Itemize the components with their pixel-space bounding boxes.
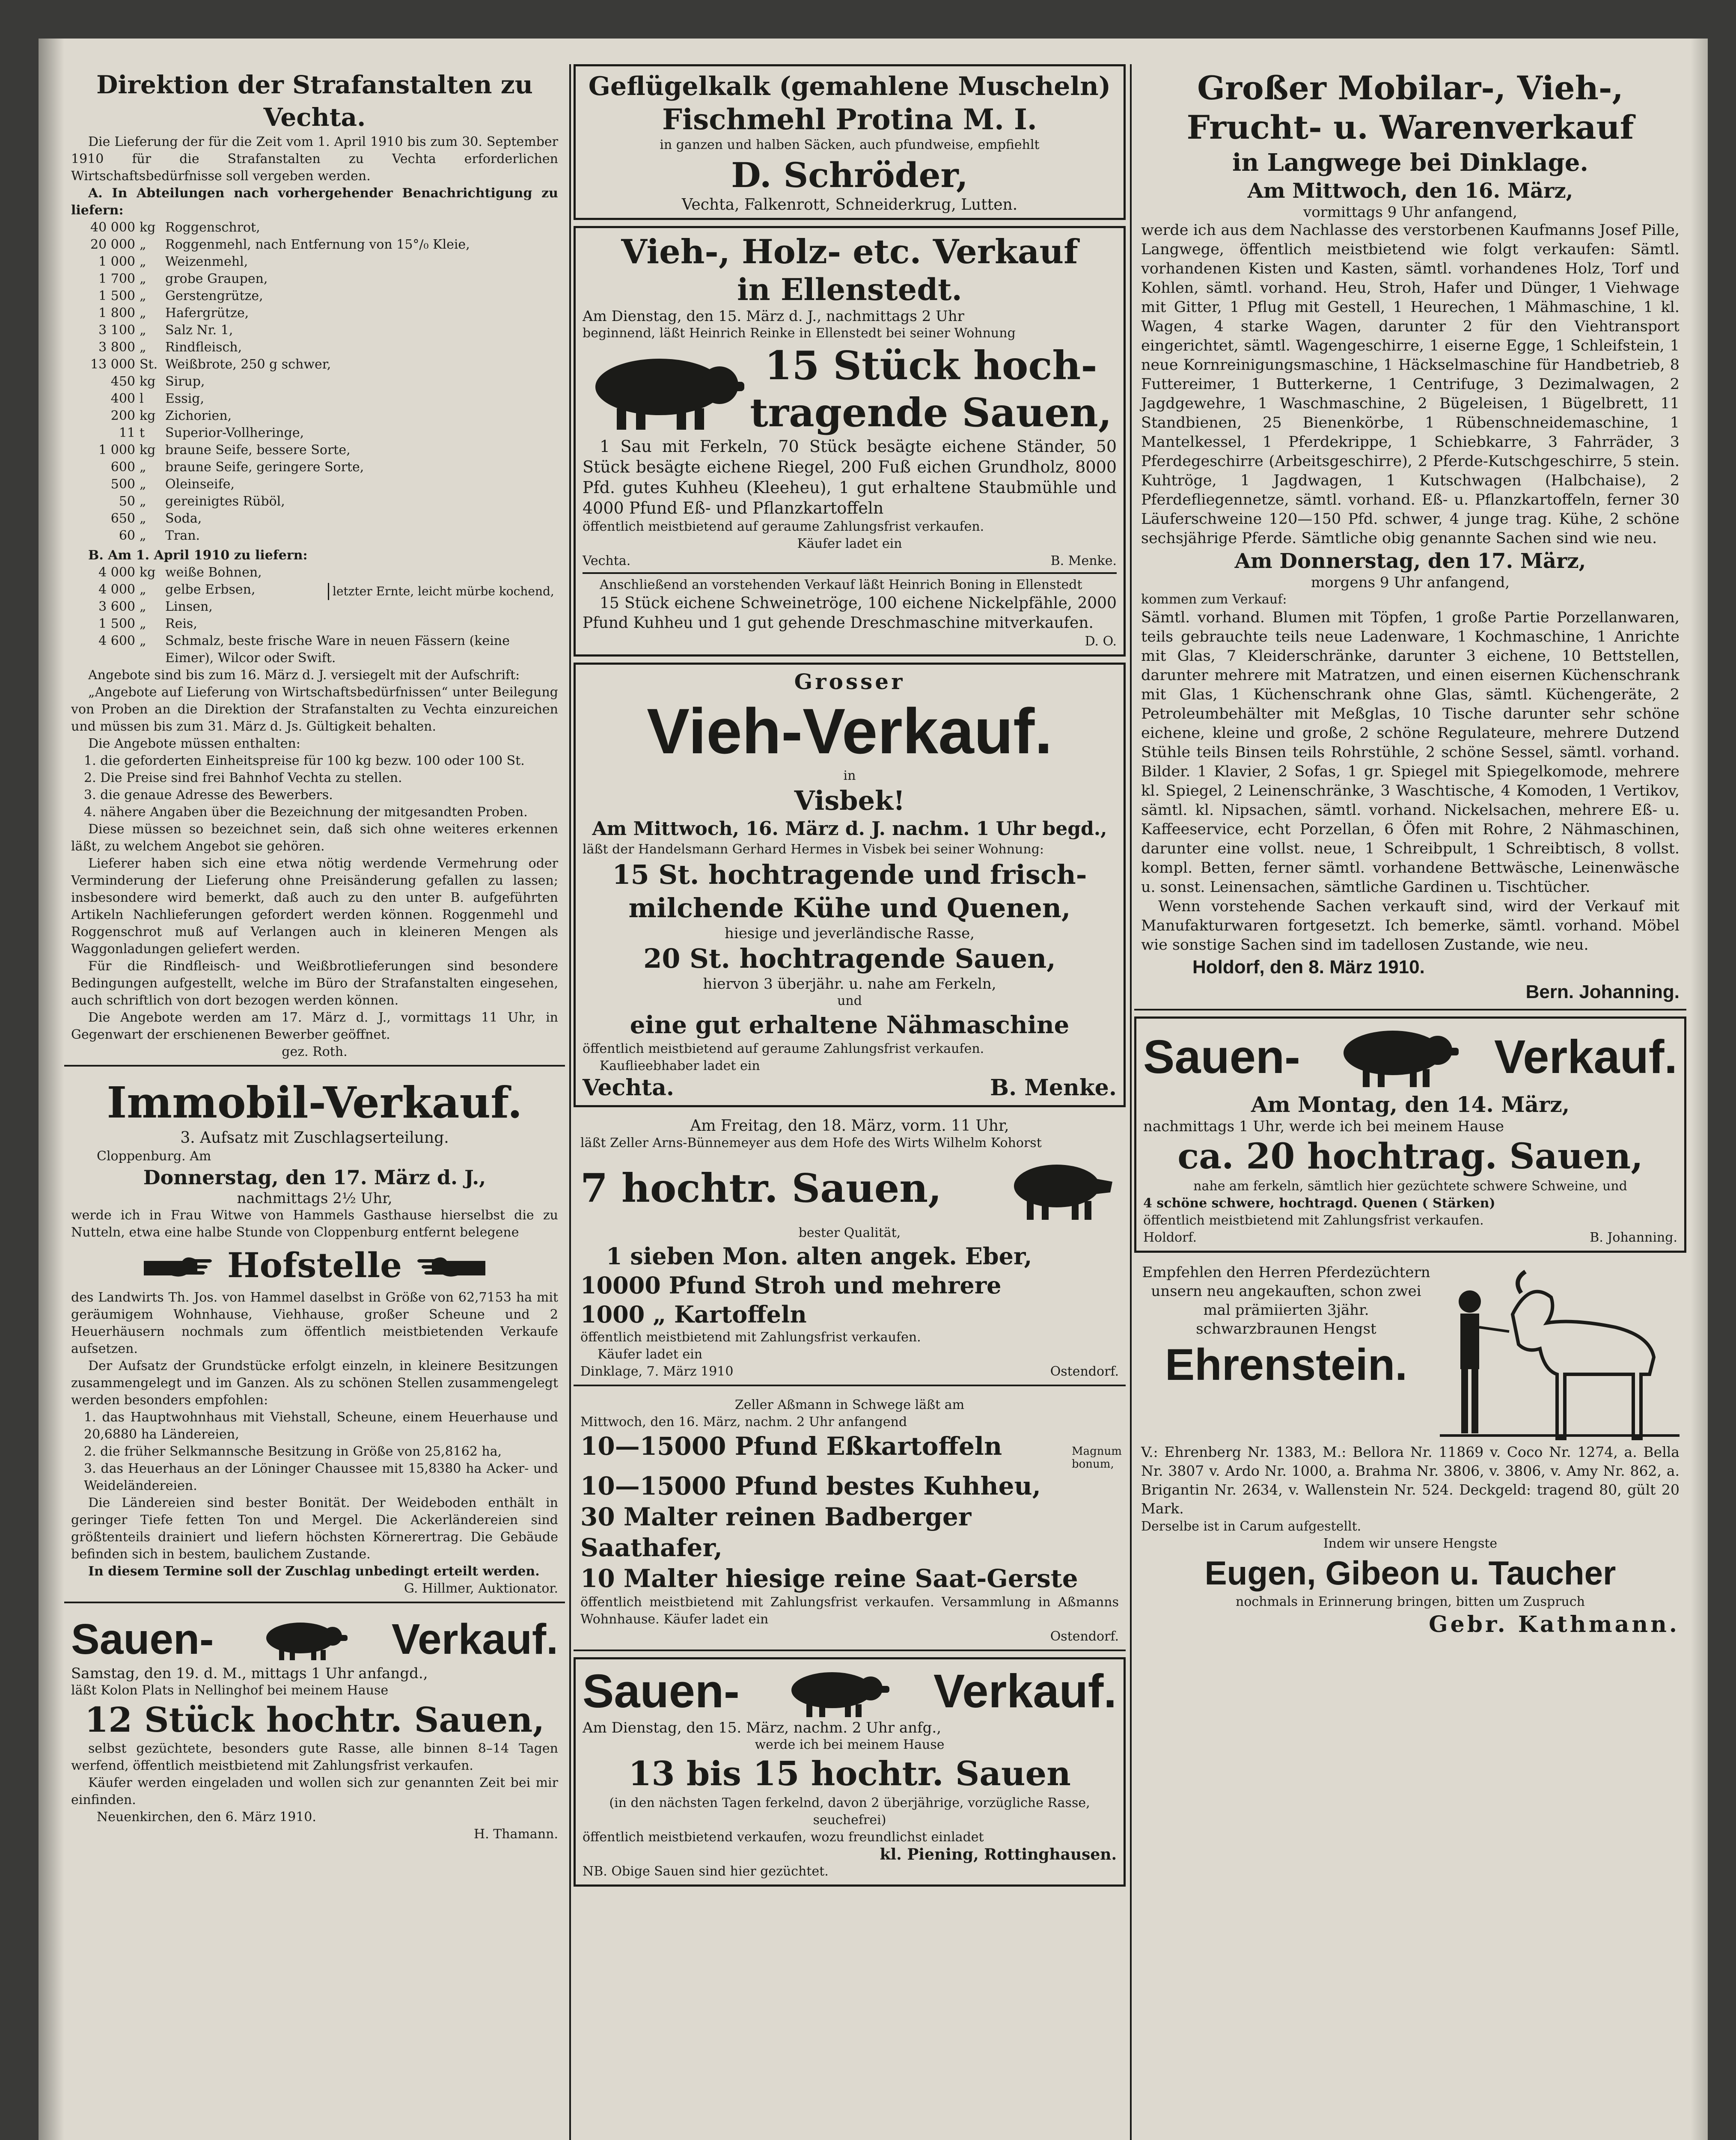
ad-zeller-assmann — [574, 1392, 1126, 1651]
list-cell-u: kg — [140, 220, 156, 235]
ad-line: nachmittags 1 Uhr, werde ich bei meinem Hause — [1143, 1118, 1504, 1135]
ad-signature: gez. Roth. — [282, 1044, 348, 1059]
list-cell-q: 3 600 — [98, 599, 135, 614]
ad-title: in Ellenstedt. — [737, 272, 962, 307]
ad-signature: Bern. Johanning. — [1525, 981, 1680, 1002]
list-cell-u: „ — [140, 616, 146, 631]
list-cell-q: 1 000 — [98, 443, 135, 458]
ad-item: 10000 Pfund Stroh und mehrere — [580, 1272, 1002, 1299]
ad-nb: NB. Obige Sauen sind hier gezüchtet. — [583, 1864, 829, 1879]
list-cell-n: Salz Nr. 1, — [165, 323, 233, 338]
ad-body: „Angebote auf Lieferung von Wirtschaftsbedürfnissen“ unter Beilegung von Proben an die Direktion der Strafanstalten zu Vechta einzureichen und müssen bis zum 31. März d. Js. Gültigkeit behalten. — [71, 685, 558, 734]
addendum-signature: D. O. — [1085, 634, 1117, 649]
list-cell-u: kg — [140, 443, 156, 458]
list-cell-u: „ — [140, 511, 146, 526]
ad-title: Direktion der Strafanstalten zu Vechta. — [96, 70, 533, 132]
ad-place: Holdorf. — [1143, 1230, 1197, 1245]
ad-date: Donnerstag, den 17. März d. J., — [143, 1166, 486, 1189]
ad-subtitle: 3. Aufsatz mit Zuschlagserteilung. — [180, 1129, 449, 1147]
supply-list-b-wrap — [71, 564, 558, 667]
list-cell-q: 3 800 — [98, 340, 135, 355]
ad-body: öffentlich meistbietend verkaufen, wozu freundlichst einladet — [583, 1830, 984, 1845]
title-right: Verkauf. — [1494, 1031, 1677, 1083]
pig-icon — [1333, 1023, 1461, 1091]
list-cell-q: 11 — [119, 425, 135, 440]
headline-text — [745, 342, 1117, 436]
ad-note: Derselbe ist in Carum aufgestellt. — [1141, 1519, 1361, 1534]
pig-icon — [583, 344, 745, 434]
ad-line: Am Dienstag, den 15. März, nachm. 2 Uhr anfg., — [583, 1719, 941, 1736]
ad-headline: tragende Sauen, — [750, 389, 1112, 436]
title-left: Sauen- — [71, 1615, 214, 1663]
list-row — [71, 493, 558, 510]
list-cell-q: 40 000 — [90, 220, 135, 235]
list-b-note: letzter Ernte, leicht mürbe kochend, — [328, 583, 554, 600]
ad-signature: kl. Piening, Rottinghausen. — [880, 1846, 1117, 1864]
ad-mobilar-verkauf — [1134, 64, 1686, 1011]
list-row — [71, 305, 558, 322]
list-cell-u: „ — [140, 271, 146, 286]
list-cell-q: 1 500 — [98, 288, 135, 303]
hofstelle-banner — [71, 1245, 558, 1286]
ad-signature: G. Hillmer, Auktionator. — [404, 1581, 558, 1596]
ad-intro: Die Lieferung der für die Zeit vom 1. April 1910 bis zum 30. September 1910 für die Strafanstalten zu Vechta erforderlichen Wirtschaftsbedürfnisse soll vergeben werden. — [71, 134, 558, 184]
list-cell-u: „ — [140, 582, 146, 597]
list-row — [71, 425, 558, 442]
ad-body: Der Aufsatz der Grundstücke erfolgt einzeln, in kleinere Besitzungen zusammengelegt und im Ganzen. Als zu schönen Stellen zusammengelegt werden besonders empfohlen: — [71, 1358, 558, 1408]
list-row — [71, 270, 558, 288]
list-cell-u: „ — [140, 306, 146, 321]
stallion-name: Ehrenstein. — [1165, 1340, 1408, 1390]
list-cell-q: 1 800 — [98, 306, 135, 321]
list-cell-n: braune Seife, geringere Sorte, — [165, 460, 364, 475]
list-item: 1. die geforderten Einheitspreise für 100 kg bezw. 100 oder 100 St. — [84, 753, 525, 768]
list-cell-u: „ — [140, 323, 146, 338]
list-item: 3. die genaue Adresse des Bewerbers. — [84, 788, 333, 802]
ad-body: öffentlich meistbietend mit Zahlungsfrist verkaufen. Versammlung in Aßmanns Wohnhause. Käufer ladet ein — [580, 1595, 1119, 1627]
list-row — [71, 356, 558, 373]
list-cell-q: 1 700 — [98, 271, 135, 286]
ad-item-note: hiervon 3 überjähr. u. nahe am Ferkeln, — [703, 975, 996, 993]
ad-sauen-verkauf-thamann — [64, 1609, 565, 1847]
list-row — [71, 633, 558, 667]
ad-body: öffentlich meistbietend mit Zahlungsfrist verkaufen. — [1143, 1213, 1484, 1228]
title-left: Sauen- — [583, 1665, 740, 1718]
list-cell-q: 200 — [110, 408, 135, 423]
ad-direktion-strafanstalten — [64, 64, 565, 1067]
ad-item: eine gut erhaltene Nähmaschine — [630, 1011, 1070, 1039]
ad-title: Vieh-, Holz- etc. Verkauf — [621, 232, 1078, 271]
ad-item: 1 sieben Mon. alten angek. Eber, — [606, 1242, 1032, 1270]
ad-freitag-sauen — [574, 1113, 1126, 1386]
list-cell-n: Weißbrote, 250 g schwer, — [165, 357, 331, 372]
ad-signature: Ostendorf. — [1050, 1629, 1119, 1644]
supply-list-b — [71, 564, 558, 667]
addendum-body: 15 Stück eichene Schweinetröge, 100 eichene Nickelpfähle, 2000 Pfund Kuhheu und 1 gut gehende Dreschmaschine mitverkaufen. — [583, 594, 1117, 632]
ad-line: Am Dienstag, den 15. März d. J., nachmittags 2 Uhr — [583, 308, 964, 325]
ad-body: Angebote sind bis zum 16. März d. J. versiegelt mit der Aufschrift: — [88, 668, 520, 683]
list-cell-u: „ — [140, 340, 146, 355]
ehrenstein-text — [1141, 1263, 1431, 1443]
ad-line: Zeller Aßmann in Schwege läßt am — [734, 1397, 965, 1412]
pointing-hand-right-icon — [142, 1252, 214, 1278]
list-cell-n: Oleinseife, — [165, 477, 235, 492]
ad-title: Geflügelkalk (gemahlene Muscheln) — [588, 71, 1111, 101]
list-item: 2. Die Preise sind frei Bahnhof Vechta zu stellen. — [84, 770, 402, 785]
list-cell-q: 1 500 — [98, 616, 135, 631]
ad-gefluegelkalk — [574, 64, 1126, 220]
list-cell-u: „ — [140, 237, 146, 252]
list-row — [71, 373, 558, 390]
ad-item-note: Magnum bonum, — [1072, 1445, 1122, 1471]
list-cell-n: Roggenmehl, nach Entfernung von 15°/₀ Kleie, — [165, 237, 470, 252]
ad-place: Vechta. — [583, 553, 631, 568]
ad-time: morgens 9 Uhr anfangend, — [1311, 574, 1510, 591]
ad-body: werde ich aus dem Nachlasse des verstorbenen Kaufmanns Josef Pille, Langwege, öffentlich meistbietend wie folgt verkaufen: Sämtl. vorhandenen Kisten und Kasten, sämtl. vorhandenes Holz, Torf und Kohlen, sämtl. vorhand. Heu, Stroh, Hafer und Dünger, 1 Viehwage mit Gitter, 1 Pflug mit Gestell, 1 Heurechen, 1 Mähmaschine, 1 kl. Wagen, 4 starke Wagen, darunter 2 für den Viehtransport eingerichtet, sämtl. Wagengeschirre, 1 eiserne Egge, 1 Schleifstein, 1 neue Kornreinigungsmaschine, 1 Häckselmaschine für Handbetrieb, 8 Futtereimer, 1 Butterkerne, 1 Centrifuge, 3 Dezimalwagen, 2 Jagdgewehre, 1 Waschmaschine, 2 Bügeleisen, 1 Bügelbrett, 11 Standbienen, 25 Bienenkörbe, 1 Rübenschneidemaschine, 1 Mantelkessel, 1 Pferdekrippe, 1 Schiebkarre, 3 Fahrräder, 3 Pferdegeschirre (Arbeitsgeschirre), 2 Pferde-Kutschgeschirre, 5 stein. Kuhtröge, 1 Jagdwagen, 1 Kutschwagen (Halbchaise), 2 Pferdefliegennetze, sämtl. vorhand. Eß- u. Pflanzkartoffeln, ferner 30 Läuferschweine 120—150 Pfd. schwer, 4 junge trag. Kühe, 2 schöne sechsjährige Pferde. Sämtliche obig genannte Sachen sind wie neu. — [1141, 222, 1680, 547]
list-cell-q: 13 000 — [90, 357, 135, 372]
list-cell-n: Tran. — [165, 528, 200, 543]
ad-body: (in den nächsten Tagen ferkelnd, davon 2 überjährige, vorzügliche Rasse, seuchefrei) — [609, 1795, 1090, 1828]
pedigree: V.: Ehrenberg Nr. 1383, M.: Bellora Nr. 11869 v. Coco Nr. 1274, a. Bella Nr. 3807 v. Ardo Nr. 1000, a. Brahma Nr. 3806, v. 3806, v. Amy Nr. 862, a. Brigantin Nr. 2634, v. Wallenstein Nr. 524. Deckgeld: tragend 80, gült 20 Mark. — [1141, 1444, 1680, 1517]
ad-vieh-holz-verkauf — [574, 226, 1126, 657]
list-cell-n: Essig, — [165, 391, 205, 406]
list-cell-n: Gerstengrütze, — [165, 288, 263, 303]
ad-invite: Käufer ladet ein — [597, 1347, 703, 1362]
list-cell-q: 450 — [110, 374, 135, 389]
ad-line: Samstag, den 19. d. M., mittags 1 Uhr anfangd., — [71, 1665, 428, 1682]
page-binding-shadow — [39, 39, 64, 2140]
ad-body: selbst gezüchtete, besonders gute Rasse, alle binnen 8–14 Tagen werfend, öffentlich meistbietend mit Zahlungsfrist verkaufen. — [71, 1741, 558, 1773]
horse-with-groom-illustration — [1440, 1263, 1680, 1443]
ad-item: milchende Kühe und Quenen, — [628, 892, 1071, 924]
ad-footer — [580, 1363, 1119, 1380]
ad-line: in ganzen und halben Säcken, auch pfundweise, empfiehlt — [660, 137, 1040, 152]
ad-title-row — [71, 1614, 558, 1665]
ad-und: und — [837, 993, 862, 1008]
ad-grosser-vieh-verkauf — [574, 663, 1126, 1107]
ad-title-row — [583, 1664, 1117, 1719]
list-row — [71, 407, 558, 425]
list-cell-n: Sirup, — [165, 374, 205, 389]
list-cell-u: „ — [140, 494, 146, 509]
ad-title: in Langwege bei Dinklage. — [1232, 149, 1588, 177]
ad-item: 10 Malter hiesige reine Saat-Gerste — [580, 1564, 1078, 1593]
list-cell-n: Rindfleisch, — [165, 340, 242, 355]
list-cell-u: „ — [140, 599, 146, 614]
pig-icon — [256, 1616, 350, 1663]
list-cell-u: kg — [140, 408, 156, 423]
list-cell-q: 400 — [110, 391, 135, 406]
ad-immobil-verkauf — [64, 1073, 565, 1603]
list-cell-n: Schmalz, beste frische Ware in neuen Fässern (keine Eimer), Wilcor oder Swift. — [165, 633, 510, 666]
ad-body: öffentlich meistbietend auf geraume Zahlungsfrist verkaufen. — [583, 519, 984, 534]
ad-item: 30 Malter reinen Badberger Saathafer, — [580, 1502, 972, 1562]
ad-footer — [583, 553, 1117, 570]
list-cell-q: 60 — [119, 528, 135, 543]
ad-place: Visbek! — [794, 785, 905, 816]
list-item: 2. die früher Selkmannsche Besitzung in Größe von 25,8162 ha, — [84, 1444, 502, 1459]
list-cell-u: kg — [140, 565, 156, 580]
list-cell-q: 4 600 — [98, 633, 135, 648]
list-cell-n: Zichorien, — [165, 408, 232, 423]
pointing-hand-left-icon — [415, 1252, 488, 1278]
column-1 — [64, 64, 565, 2140]
list-row — [71, 390, 558, 407]
ad-body: Diese müssen so bezeichnet sein, daß sich ohne weiteres erkennen läßt, zu welchem Angebot sie gehören. — [71, 822, 558, 854]
ad-date: Am Mittwoch, 16. März d. J. nachm. 1 Uhr begd., — [592, 818, 1107, 840]
list-item: 3. das Heuerhaus an der Löninger Chaussee mit 15,8380 ha Acker- und Weideländereien. — [84, 1461, 558, 1493]
ad-line: werde ich bei meinem Hause — [755, 1737, 945, 1752]
ad-line: läßt Kolon Plats in Nellinghof bei meinem Hause — [71, 1683, 389, 1698]
ad-body: öffentlich meistbietend mit Zahlungsfrist verkaufen. — [580, 1330, 921, 1345]
list-cell-q: 600 — [110, 460, 135, 475]
supply-list-a — [71, 219, 558, 544]
ad-places: Vechta, Falkenrott, Schneiderkrug, Lutten. — [681, 196, 1018, 214]
column-2 — [574, 64, 1126, 2140]
ad-body: 4 schöne schwere, hochtragd. Quenen ( Stärken) — [1143, 1196, 1495, 1211]
ad-title: Fischmehl Protina M. I. — [662, 103, 1037, 136]
list-cell-n: weiße Bohnen, — [165, 565, 262, 580]
ad-row — [580, 1431, 1122, 1471]
list-cell-n: Weizenmehl, — [165, 254, 248, 269]
list-row — [71, 527, 558, 544]
list-cell-u: St. — [140, 357, 158, 372]
ad-body: In diesem Termine soll der Zuschlag unbedingt erteilt werden. — [88, 1564, 540, 1579]
list-cell-u: „ — [140, 460, 146, 475]
column-3 — [1134, 64, 1686, 2140]
list-row — [71, 442, 558, 459]
list-cell-q: 1 000 — [98, 254, 135, 269]
ad-body: Wenn vorstehende Sachen verkauft sind, wird der Verkauf mit Manufakturwaren fortgesetzt. Ich bemerke, sämtl. vorhand. Möbel wie sonstige Sachen sind im tadellosen Zustande, wie neu. — [1141, 898, 1680, 954]
pig-icon — [781, 1664, 892, 1719]
ad-hengst-ehrenstein — [1134, 1259, 1686, 1643]
ad-line: läßt der Handelsmann Gerhard Hermes in Visbek bei seiner Wohnung: — [583, 842, 1044, 857]
ad-item: 15 St. hochtragende und frisch- — [612, 859, 1087, 890]
ad-line: Mittwoch, den 16. März, nachm. 2 Uhr anfangend — [580, 1415, 907, 1430]
ad-item-note: hiesige und jeverländische Rasse, — [725, 925, 975, 942]
ad-quality: bester Qualität, — [798, 1225, 901, 1240]
list-cell-q: 500 — [110, 477, 135, 492]
list-cell-n: Hafergrütze, — [165, 306, 249, 321]
list-cell-n: Reis, — [165, 616, 197, 631]
list-cell-n: gereinigtes Rüböl, — [165, 494, 285, 509]
ad-line: läßt Zeller Arns-Bünnemeyer aus dem Hofe des Wirts Wilhelm Kohorst — [580, 1135, 1042, 1150]
ad-headline: ca. 20 hochtrag. Sauen, — [1177, 1136, 1643, 1177]
ad-signature: Ostendorf. — [1050, 1364, 1119, 1379]
list-row — [71, 253, 558, 270]
list-cell-q: 50 — [119, 494, 135, 509]
list-item: 4. nähere Angaben über die Bezeichnung der mitgesandten Proben. — [84, 805, 528, 820]
ad-signature: B. Johanning. — [1590, 1230, 1677, 1245]
ad-body: nahe am ferkeln, sämtlich hier gezüchtete schwere Schweine, und — [1193, 1179, 1627, 1194]
ad-invite: Käufer ladet ein — [797, 536, 902, 551]
ad-note: Indem wir unsere Hengste — [1323, 1536, 1498, 1551]
ad-place: Cloppenburg. Am — [97, 1149, 211, 1164]
ad-headline: 12 Stück hochtr. Sauen, — [84, 1700, 545, 1740]
property-list — [71, 1409, 558, 1495]
list-cell-n: gelbe Erbsen, — [165, 582, 256, 597]
merchant-name: D. Schröder, — [731, 155, 968, 195]
ad-signature: Gebr. Kathmann. — [1429, 1611, 1680, 1638]
ad-headline: 13 bis 15 hochtr. Sauen — [628, 1754, 1071, 1793]
ad-time: nachmittags 2½ Uhr, — [237, 1190, 392, 1207]
ad-in: in — [843, 768, 856, 783]
list-row — [71, 510, 558, 527]
ad-headline: 15 Stück hoch- — [764, 342, 1097, 389]
ad-date: Am Montag, den 14. März, — [1251, 1092, 1570, 1117]
ad-title: Großer Mobilar-, Vieh-, — [1197, 69, 1623, 107]
list-row — [71, 322, 558, 339]
column-rule — [569, 64, 571, 2140]
list-row — [71, 615, 558, 633]
ad-item: 10—15000 Pfund bestes Kuhheu, — [580, 1471, 1041, 1501]
list-row — [71, 288, 558, 305]
ad-headline: 7 hochtr. Sauen, — [580, 1165, 942, 1211]
list-row — [71, 598, 558, 615]
list-cell-q: 4 000 — [98, 582, 135, 597]
ad-item: 10—15000 Pfund Eßkartoffeln — [580, 1432, 1002, 1461]
list-cell-q: 20 000 — [90, 237, 135, 252]
ad-body: Die Angebote müssen enthalten: — [88, 736, 300, 751]
ad-body: öffentlich meistbietend auf geraume Zahlungsfrist verkaufen. — [583, 1041, 984, 1056]
title-right: Verkauf. — [933, 1665, 1117, 1718]
page-edge-shadow — [1691, 39, 1708, 2140]
ad-title-row — [1143, 1023, 1677, 1091]
ad-footer — [583, 1075, 1117, 1101]
hofstelle-title: Hofstelle — [227, 1245, 402, 1285]
ad-item: 1000 „ Kartoffeln — [580, 1301, 807, 1328]
list-cell-q: 4 000 — [98, 565, 135, 580]
list-row — [71, 219, 558, 236]
list-row — [71, 564, 558, 581]
ad-place: Dinklage, 7. März 1910 — [580, 1364, 734, 1379]
title-left: Sauen- — [1143, 1031, 1300, 1083]
ad-item: 20 St. hochtragende Sauen, — [643, 943, 1056, 974]
ad-date: Am Mittwoch, den 16. März, — [1247, 179, 1573, 203]
list-cell-u: „ — [140, 254, 146, 269]
list-cell-u: kg — [140, 374, 156, 389]
requirements-list — [71, 752, 558, 821]
list-cell-u: l — [140, 391, 144, 406]
ad-invite: Kauflieebhaber ladet ein — [600, 1058, 760, 1073]
ad-sauen-verkauf-johanning — [1134, 1016, 1686, 1253]
list-cell-n: Linsen, — [165, 599, 213, 614]
list-cell-u: „ — [140, 477, 146, 492]
ad-title: Immobil-Verkauf. — [107, 1077, 523, 1128]
ad-body: Die Angebote werden am 17. März d. J., vormittags 11 Uhr, in Gegenwart der erschienenen Bewerber geöffnet. — [71, 1010, 558, 1042]
ad-body: 1 Sau mit Ferkeln, 70 Stück besägte eichene Ständer, 50 Stück besägte eichene Riegel, 200 Fuß eichen Grundholz, 8000 Pfd. gutes Kuhheu (Kleeheu), 1 gut erhaltene Staubmühle und 4000 Pfund Eß- und Pflanzkartoffeln — [583, 437, 1117, 517]
list-cell-n: Roggenschrot, — [165, 220, 260, 235]
ad-place-date: Neuenkirchen, den 6. März 1910. — [97, 1810, 316, 1825]
list-cell-n: grobe Graupen, — [165, 271, 268, 286]
list-cell-q: 3 100 — [98, 323, 135, 338]
list-cell-n: Soda, — [165, 511, 202, 526]
list-cell-u: „ — [140, 528, 146, 543]
headline-with-pig — [583, 342, 1117, 436]
list-cell-u: „ — [140, 288, 146, 303]
list-row — [71, 339, 558, 356]
list-cell-n: Superior-Vollheringe, — [165, 425, 304, 440]
column-rule — [1130, 64, 1132, 2140]
section-a-heading: A. In Abteilungen nach vorhergehender Benachrichtigung zu liefern: — [71, 186, 558, 218]
boar-icon — [1003, 1152, 1119, 1225]
ad-body: Lieferer haben sich eine etwa nötig werdende Vermehrung oder Verminderung der Lieferung ohne Preisänderung gefallen zu lassen; insbesondere wird bemerkt, daß auch zu den unter B. aufgeführten Artikeln Nachlieferungen gefordert werden können. Roggenmehl und Roggenschrot muß auf Verlangen auch in kleineren Mengen als Waggonladungen geliefert werden. — [71, 856, 558, 957]
ad-footer — [1143, 1229, 1677, 1246]
ad-body: werde ich in Frau Witwe von Hammels Gasthause hierselbst die zu Nutteln, etwa eine halbe Stunde von Cloppenburg entfernt belegene — [71, 1208, 558, 1240]
section-b-heading: B. Am 1. April 1910 zu liefern: — [88, 548, 308, 563]
list-row — [71, 476, 558, 493]
ad-note: nochmals in Erinnerung bringen, bitten um Zuspruch — [1236, 1594, 1585, 1609]
ad-intro: Empfehlen den Herren Pferdezüchtern unsern neu angekauften, schon zwei mal prämiierten 3jähr. schwarzbraunen Hengst — [1142, 1264, 1430, 1338]
newspaper-page — [39, 39, 1708, 2140]
ad-signature: B. Menke. — [1050, 553, 1117, 568]
ad-signature: B. Menke. — [990, 1075, 1117, 1101]
ad-line: Am Freitag, den 18. März, vorm. 11 Uhr, — [690, 1117, 1009, 1135]
ad-time: vormittags 9 Uhr anfangend, — [1303, 204, 1517, 221]
list-cell-u: t — [140, 425, 145, 440]
ad-line: kommen zum Verkauf: — [1141, 592, 1287, 607]
addendum-line: Anschließend an vorstehenden Verkauf läßt Heinrich Boning in Ellenstedt — [600, 577, 1082, 592]
ad-town: Vechta. — [583, 1075, 674, 1101]
list-item: 1. das Hauptwohnhaus mit Viehstall, Scheune, einem Heuerhause und 20,6880 ha Ländereien, — [84, 1410, 558, 1442]
list-row — [71, 236, 558, 253]
ad-signature: H. Thamann. — [474, 1827, 558, 1842]
ehrenstein-top — [1141, 1263, 1680, 1443]
ad-addendum — [583, 572, 1117, 650]
headline-with-pig — [580, 1152, 1119, 1225]
ad-body: Die Ländereien sind bester Bonität. Der Weideboden enthält in geringer Tiefe fetten Ton und Mergel. Die Ackerländereien sind größtenteils drainiert und liefern höchsten Körnerertrag. Die Gebäude befinden sich in bestem, baulichem Zustande. — [71, 1495, 558, 1562]
ad-line: beginnend, läßt Heinrich Reinke in Ellenstedt bei seiner Wohnung — [583, 326, 1016, 341]
stallion-names: Eugen, Gibeon u. Taucher — [1204, 1554, 1616, 1592]
ad-body: Käufer werden eingeladen und wollen sich zur genannten Zeit bei mir einfinden. — [71, 1775, 558, 1807]
ad-body: Sämtl. vorhand. Blumen mit Töpfen, 1 große Partie Porzellanwaren, teils gebrauchte teils neue Ladenware, 1 Kochmaschine, 1 Anrichte mit Glas, 7 Kleiderschränke, darunter 3 eichene, 10 Bettstellen, darunter mehrere mit Matratzen, und einen eisernen Küchenschrank mit Glas, 1 Küchenschrank ohne Glas, sämtl. Küchengeräte, 2 Petroleumbehälter mit Meßglas, 10 Tische darunter sehr schöne eichene, kleine und große, 2 schöne Regulateure, mehrere Dutzend Stühle teils Binsen teils Rohrstühle, 2 schöne Sessel, sämtl. vorhand. Bilder. 1 Klavier, 2 Sofas, 1 gr. Spiegel mit Spiegelkomode, mehrere kl. Spiegel, 2 Leinenschränke, 3 Waschtische, 4 Komoden, 1 Vertikov, sämtl. kl. Nipsachen, sämtl. vorhand. Nickelsachen, mehrere Eß- u. Kaffeeservice, echt Porzellan, 6 Öfen mit Rohre, 2 Nähmaschinen, darunter eine vollst. neue, 1 Schreibpult, 1 Schreibtisch, 8 vollst. kompl. Betten, ferner sämtl. vorhandene Bettwäsche, Leinenwäsche u. sonst. Leinensachen, sämtliche Gardinen u. Tischtücher. — [1141, 609, 1680, 896]
ad-body: des Landwirts Th. Jos. von Hammel daselbst in Größe von 62,7153 ha mit geräumigem Wohnhause, Viehhause, großer Scheune und 2 Heuerhäusern nochmals zum öffentlich meistbietenden Verkaufe aufsetzen. — [71, 1290, 558, 1356]
ad-pre-title: Grosser — [794, 669, 905, 694]
list-row — [71, 459, 558, 476]
ad-date: Am Donnerstag, den 17. März, — [1234, 549, 1586, 573]
list-cell-u: „ — [140, 633, 146, 648]
ad-title: Frucht- u. Warenverkauf — [1186, 108, 1634, 146]
list-cell-q: 650 — [110, 511, 135, 526]
ad-title: Vieh-Verkauf. — [647, 695, 1052, 767]
title-right: Verkauf. — [391, 1615, 558, 1663]
ad-body: Für die Rindfleisch- und Weißbrotlieferungen sind besondere Bedingungen aufgestellt, welche im Büro der Strafanstalten eingesehen, auch schriftlich von dort bezogen werden können. — [71, 959, 558, 1008]
ad-place-date: Holdorf, den 8. März 1910. — [1192, 957, 1425, 978]
ad-sauen-verkauf-piening — [574, 1657, 1126, 1887]
list-cell-n: braune Seife, bessere Sorte, — [165, 443, 351, 458]
